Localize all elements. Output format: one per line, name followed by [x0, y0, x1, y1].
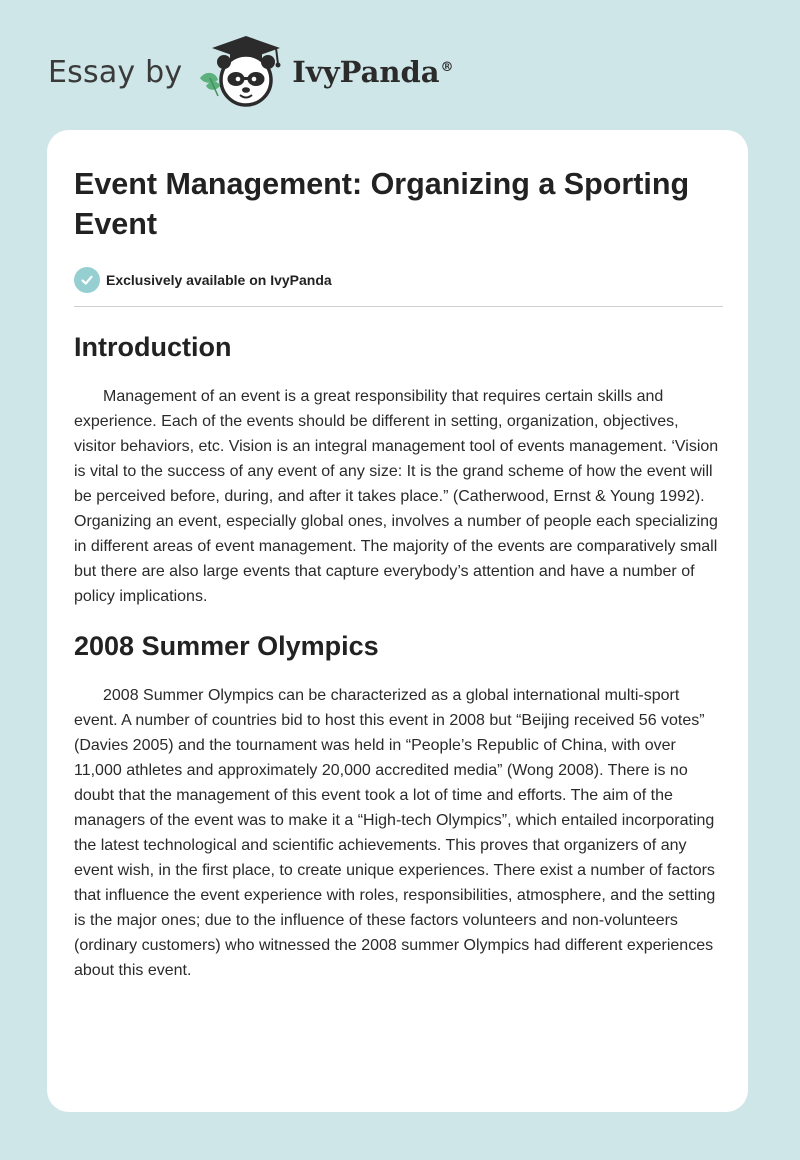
registered-mark: ®	[440, 60, 454, 76]
section-heading-olympics: 2008 Summer Olympics	[74, 631, 379, 661]
exclusive-badge-text: Exclusively available on IvyPanda	[106, 272, 332, 288]
section-paragraph-introduction: Management of an event is a great responsibility that requires certain skills and experience. Each of the events should be different in setting, organization, objectives, visitor behaviors, etc. Vision is an integral management tool of events management. ‘Vision is vital to the success of any event of any size: It is the grand scheme of how the event will be perceived before, during, and after it takes place.” (Catherwood, Ernst & Young 1992). Organizing an event, especially global ones, involves a number of people each specializing in different areas of event management. The majority of the events are comparatively small but there are also large events that capture everybody’s attention and have a number of policy implications.	[74, 388, 719, 605]
title-divider	[74, 306, 723, 307]
essay-by-label: Essay by	[48, 54, 183, 90]
check-circle-icon	[74, 267, 100, 293]
panda-graduate-logo-icon[interactable]	[196, 34, 288, 110]
section-heading-introduction: Introduction	[74, 332, 232, 362]
essay-content	[74, 164, 723, 983]
essay-card	[47, 130, 748, 1112]
site-header	[48, 34, 454, 110]
essay-title: Event Management: Organizing a Sporting Event	[74, 167, 690, 241]
exclusive-badge	[74, 267, 723, 293]
section-paragraph-olympics: 2008 Summer Olympics can be characterized as a global international multi-sport event. A number of countries bid to host this event in 2008 but “Beijing received 56 votes” (Davies 2005) and the tournament was held in “People’s Republic of China, with over 11,000 athletes and approximately 20,000 accredited media” (Wong 2008). There is no doubt that the management of this event took a lot of time and efforts. The aim of the managers of the event was to make it a “High-tech Olympics”, which entailed incorporating the latest technological and scientific achievements. This proves that organizers of any event wish, in the first place, to create unique experiences. There exist a number of factors that influence the event experience with roles, responsibilities, atmosphere, and the setting is the major ones; due to the influence of these factors volunteers and non-volunteers (ordinary customers) who witnessed the 2008 summer Olympics had different experiences about this event.	[74, 687, 716, 979]
brand-name[interactable]: IvyPanda®	[292, 55, 454, 89]
